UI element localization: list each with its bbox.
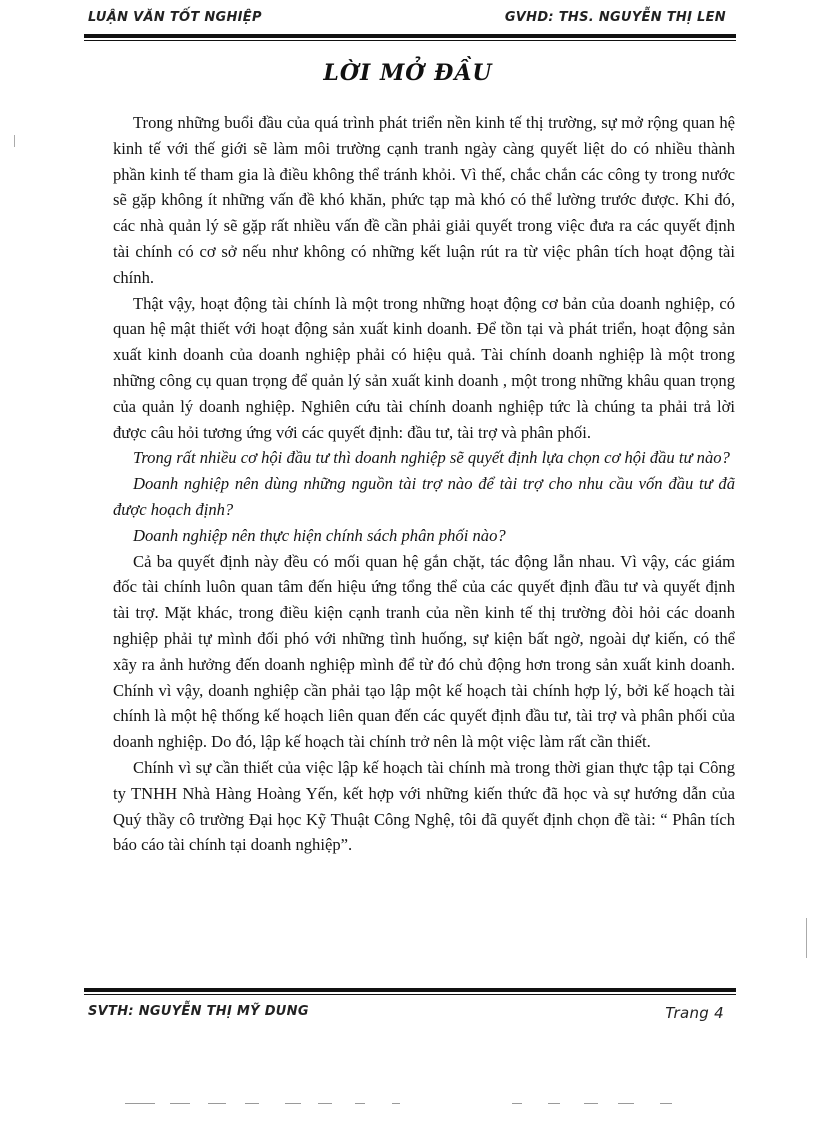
paragraph-finance-role: Thật vậy, hoạt động tài chính là một trong những hoạt động cơ bản của doanh nghiệp, có quan hệ mật thiết với hoạt động sản xuất kinh doanh. Để tồn tại và phát triển, hoạt động sản xuất kinh doanh của doanh nghiệp phải có hiệu quả. Tài chính doanh nghiệp là một trong những công cụ quan trọng để quản lý sản xuất kinh doanh , một trong những khâu quan trọng của quản lý doanh nghiệp. Nghiên cứu tài chính doanh nghiệp tức là chúng ta phải trả lời được câu hỏi tương ứng với các quyết định: đầu tư, tài trợ và phân phối. [113, 293, 735, 442]
paragraph-topic: Chính vì sự cần thiết của việc lập kế hoạch tài chính mà trong thời gian thực tập tại Công ty TNHH Nhà Hàng Hoàng Yến, kết hợp với những kiến thức đã học và sự hướng dẫn của Quý thầy cô trường Đại học Kỹ Thuật Công Nghệ, tôi đã quyết định chọn đề tài: “ Phân tích báo cáo tài chính tại doanh nghiệp”. [113, 757, 735, 855]
page-number: Trang 4 [665, 1004, 724, 1022]
scan-artifact [618, 1103, 634, 1104]
scan-artifact [318, 1103, 332, 1104]
paragraph-decisions: Cả ba quyết định này đều có mối quan hệ gắn chặt, tác động lẫn nhau. Vì vậy, các giám đốc tài chính luôn quan tâm đến hiệu ứng tổng thể của các quyết định đầu tư và quyết định tài trợ. Mặt khác, trong điều kiện cạnh tranh của nền kinh tế thị trường đòi hỏi các doanh nghiệp phải tự mình đối phó với những tình huống, sự kiện bất ngờ, ngoài dự kiến, có thể xãy ra ảnh hưởng đến doanh nghiệp mình để từ đó chủ động hơn trong sản xuất kinh doanh. Chính vì vậy, doanh nghiệp cần phải tạo lập một kế hoạch tài chính hợp lý, bởi kế hoạch tài chính là một hệ thống kế hoạch liên quan đến các quyết định đầu tư, tài trợ và phân phối của doanh nghiệp. Do đó, lập kế hoạch tài chính trở nên là một việc làm rất cần thiết. [113, 551, 735, 752]
scan-artifact [512, 1103, 522, 1104]
scan-artifact [660, 1103, 672, 1104]
footer-divider [84, 988, 736, 995]
header-divider [84, 34, 736, 41]
scan-artifact [584, 1103, 598, 1104]
page-title: LỜI MỞ ĐẦU [323, 60, 493, 86]
question-investment: Trong rất nhiều cơ hội đầu tư thì doanh nghiệp sẽ quyết định lựa chọn cơ hội đầu tư nào? [133, 448, 730, 468]
scan-artifact [285, 1103, 301, 1104]
scan-edge-mark [14, 135, 15, 147]
scan-artifact [245, 1103, 259, 1104]
document-body [113, 110, 735, 858]
question-financing: Doanh nghiệp nên dùng những nguồn tài trợ nào để tài trợ cho nhu cầu vốn đầu tư đã được hoạch định? [113, 474, 735, 519]
scan-artifact [392, 1103, 400, 1104]
scan-artifact [548, 1103, 560, 1104]
header-advisor-label: GVHD: THS. NGUYỄN THỊ LEN [504, 10, 726, 25]
header-thesis-label: LUẬN VĂN TỐT NGHIỆP [88, 10, 262, 25]
scan-artifact [125, 1103, 155, 1104]
question-distribution: Doanh nghiệp nên thực hiện chính sách phân phối nào? [133, 525, 506, 545]
scan-artifact [170, 1103, 190, 1104]
scan-artifact [355, 1103, 365, 1104]
scan-artifact [208, 1103, 226, 1104]
paragraph-intro: Trong những buổi đầu của quá trình phát triển nền kinh tế thị trường, sự mở rộng quan hệ kinh tế với thế giới sẽ làm môi trường cạnh tranh ngày càng quyết liệt do có nhiều thành phần kinh tế tham gia là điều không thể tránh khỏi. Vì thế, chắc chắn các công ty trong nước sẽ gặp không ít những vấn đề khó khăn, phức tạp mà khó có thể lường trước được. Khi đó, các nhà quản lý sẽ gặp rất nhiều vấn đề cần phải giải quyết trong việc đưa ra các quyết định tài chính có cơ sở nếu như không có những kết luận rút ra từ việc phân tích hoạt động tài chính. [113, 113, 735, 287]
scan-edge-mark [806, 918, 807, 958]
footer-student-label: SVTH: NGUYỄN THỊ MỸ DUNG [88, 1004, 309, 1019]
